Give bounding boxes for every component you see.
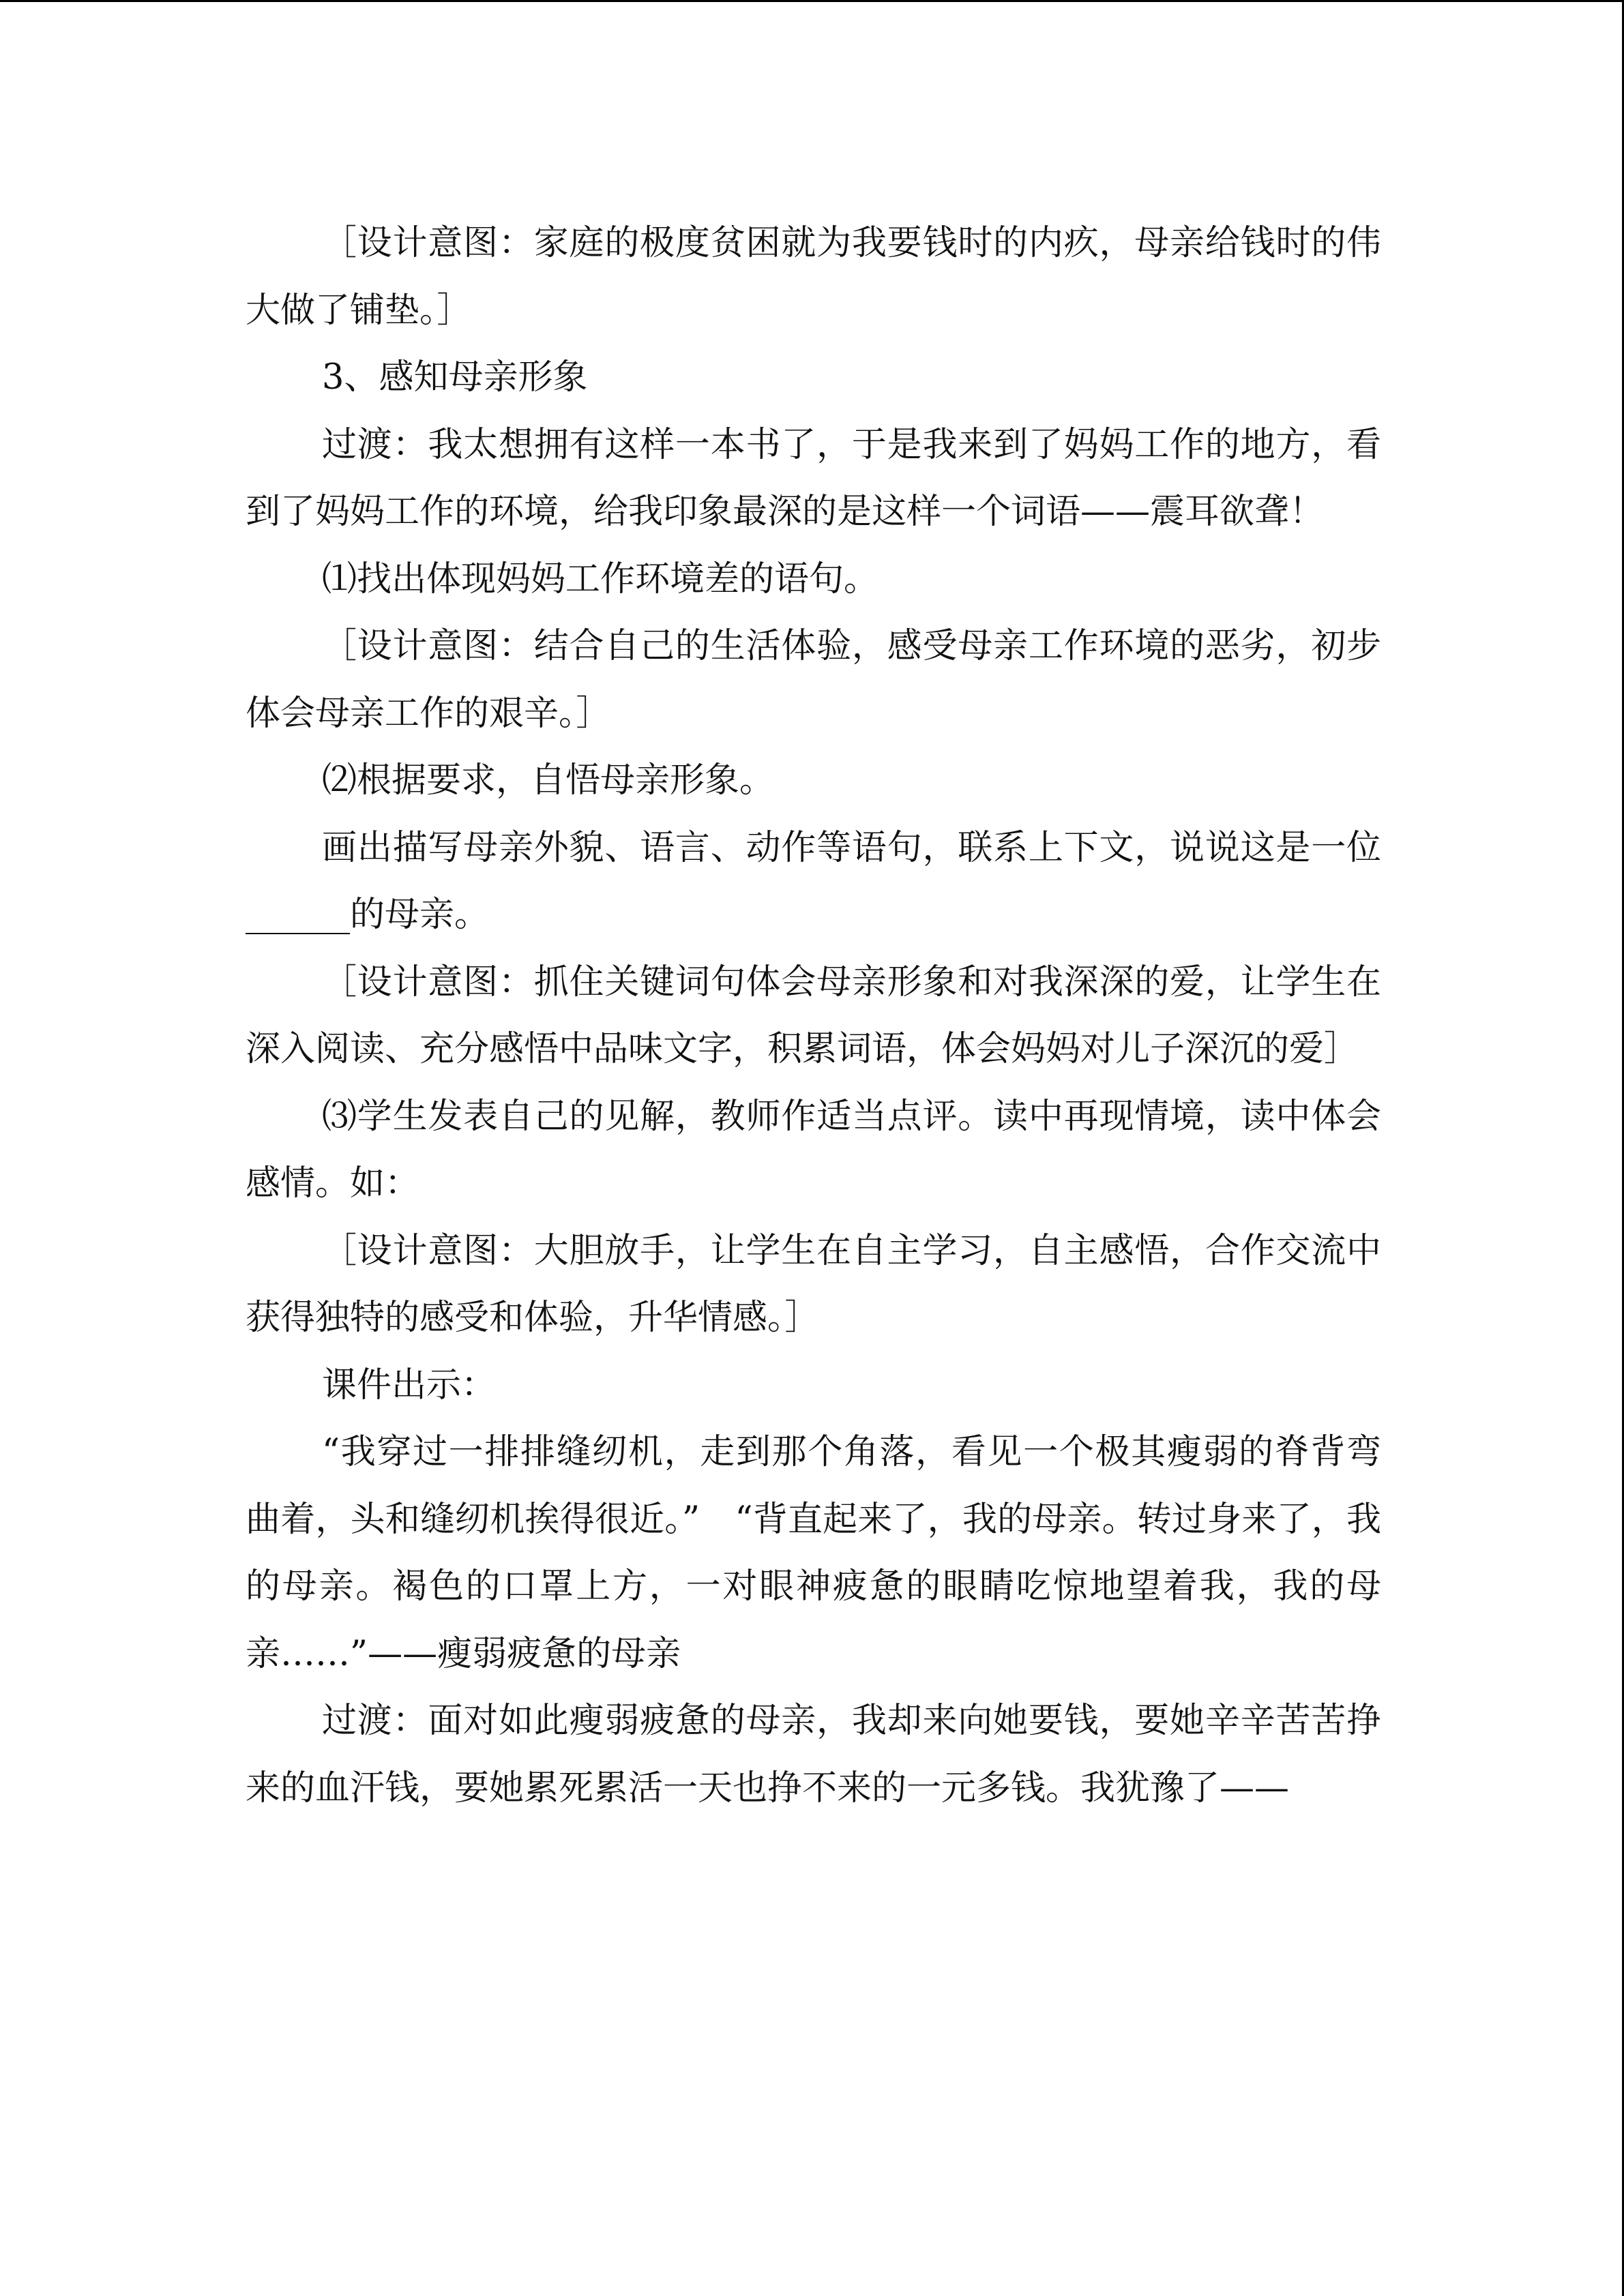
top-border-line: [0, 0, 1624, 2]
paragraph-task-description: 画出描写母亲外貌、语言、动作等语句，联系上下文，说说这是一位______的母亲。: [246, 827, 1381, 935]
paragraph-courseware-label: 课件出示：: [322, 1365, 497, 1405]
document-body: [246, 210, 1381, 1822]
paragraph-design-intent-autonomy: ［设计意图：大胆放手，让学生在自主学习，自主感悟，合作交流中获得独特的感受和体验，升华情感。］: [246, 1230, 1381, 1338]
paragraph-step-3: ⑶学生发表自己的见解，教师作适当点评。读中再现情境，读中体会感情。如：: [246, 1096, 1381, 1204]
paragraph-quotation: “我穿过一排排缝纫机，走到那个角落，看见一个极其瘦弱的脊背弯曲着，头和缝纫机挨得很近。” “背直起来了，我的母亲。转过身来了，我的母亲。褐色的口罩上方，一对眼神疲惫的眼睛吃惊地望着我，我的母亲……”——瘦弱疲惫的母亲: [246, 1432, 1381, 1674]
paragraph-transition-workplace: 过渡：我太想拥有这样一本书了，于是我来到了妈妈工作的地方，看到了妈妈工作的环境，给我印象最深的是这样一个词语——震耳欲聋！: [246, 424, 1381, 532]
paragraph-step-1: ⑴找出体现妈妈工作环境差的语句。: [322, 558, 879, 599]
paragraph-design-intent-environment: ［设计意图：结合自己的生活体验，感受母亲工作环境的恶劣，初步体会母亲工作的艰辛。］: [246, 626, 1381, 734]
paragraph-step-2: ⑵根据要求，自悟母亲形象。: [322, 760, 775, 801]
section-heading-mother-image: 3、感知母亲形象: [322, 357, 588, 398]
paragraph-design-intent-poverty: ［设计意图：家庭的极度贫困就为我要钱时的内疚，母亲给钱时的伟大做了铺垫。］: [246, 223, 1381, 331]
paragraph-design-intent-keywords: ［设计意图：抓住关键词句体会母亲形象和对我深深的爱，让学生在深入阅读、充分感悟中品味文字，积累词语，体会妈妈对儿子深沉的爱］: [246, 961, 1381, 1069]
paragraph-transition-hesitation: 过渡：面对如此瘦弱疲惫的母亲，我却来向她要钱，要她辛辛苦苦挣来的血汗钱，要她累死累活一天也挣不来的一元多钱。我犹豫了——: [246, 1701, 1381, 1808]
